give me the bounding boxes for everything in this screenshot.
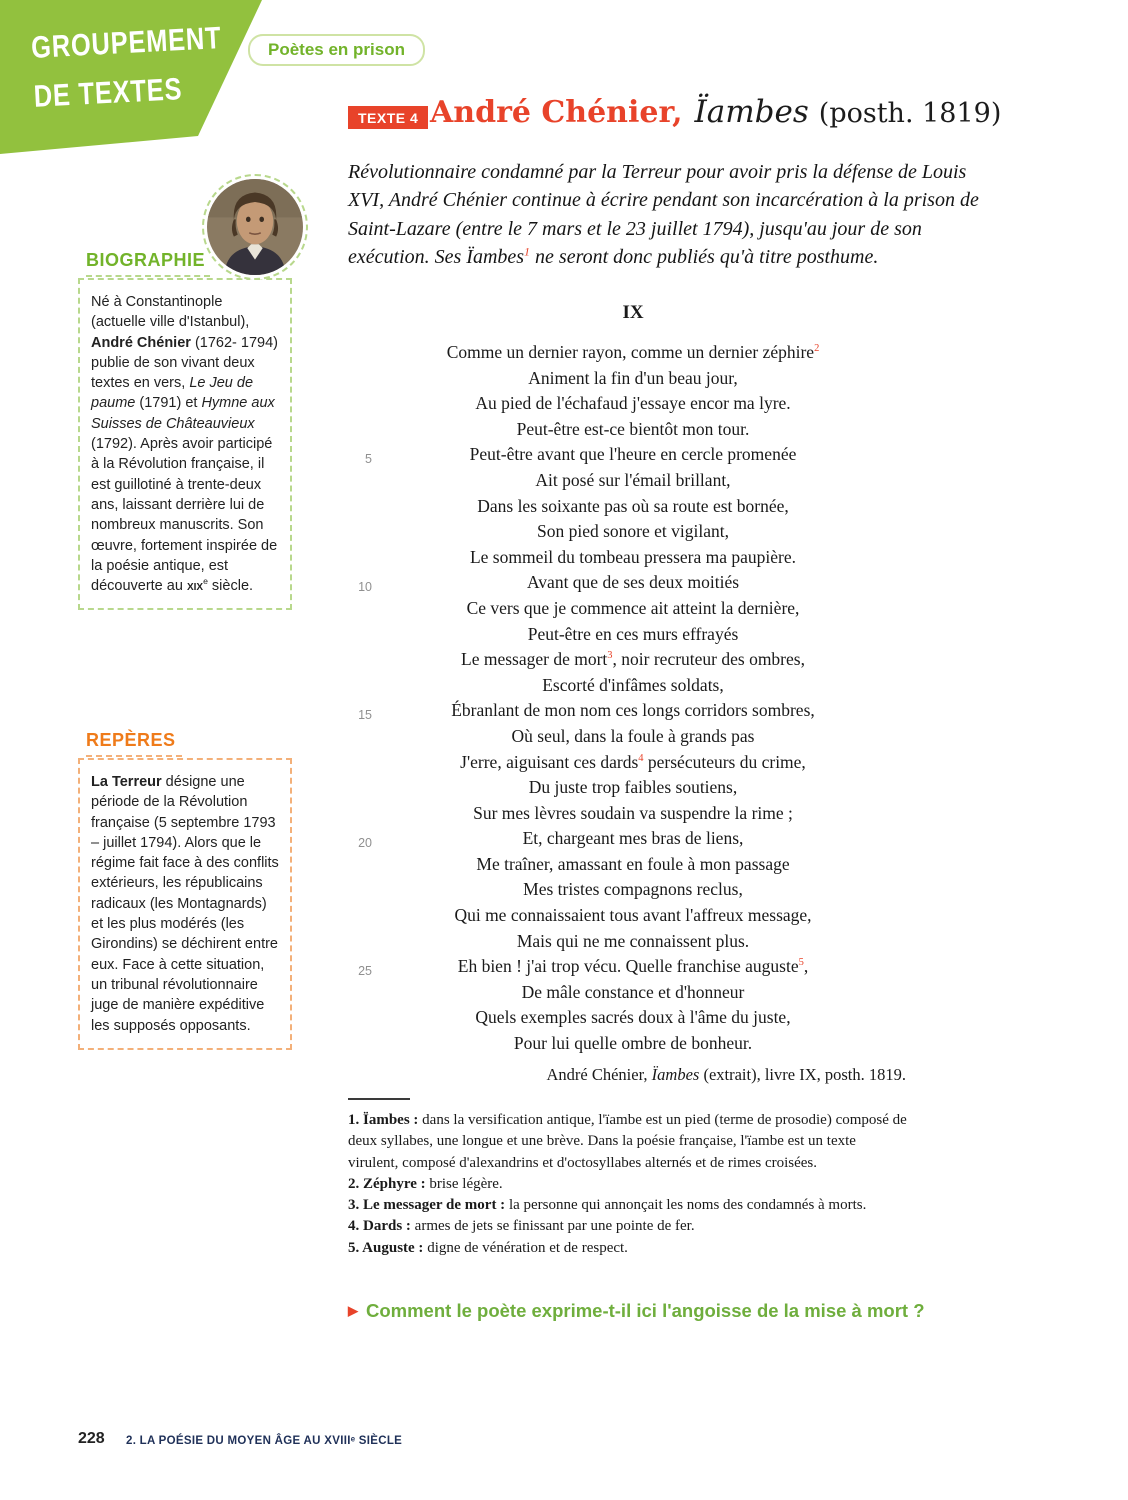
text-segment: André Chénier — [91, 334, 191, 351]
poem-line — [344, 366, 922, 392]
biographie-heading: BIOGRAPHIE — [86, 250, 210, 277]
footnote — [348, 1238, 910, 1259]
text-segment: Dans les soixante pas où sa route est bornée, — [477, 495, 789, 516]
text-segment: Le sommeil du tombeau pressera ma paupière. — [469, 546, 797, 567]
poem-line — [344, 801, 922, 827]
poem-lines — [344, 340, 922, 1057]
poem-line — [344, 954, 922, 980]
text-segment: De mâle constance et d'honneur — [521, 981, 745, 1002]
text-segment: Me traîner, amassant en foule à mon passage — [476, 853, 790, 874]
text-segment: Révolutionnaire condamné par la Terreur pour avoir pris la défense de Louis XVI, André Chénier continue à écrire pendant son incarcération à la prison de Saint-Lazare (entre le 7 mars et le 23 juillet 1794), jusqu'au jour de son exécution. Ses Ïambes — [348, 161, 979, 269]
text-segment: e — [203, 576, 208, 587]
text-segment: Quels exemples sacrés doux à l'âme du juste, — [475, 1007, 791, 1028]
text-segment: (1762- 1794) publie de son vivant deux textes en vers, — [91, 334, 278, 392]
poem-line — [344, 903, 922, 929]
text-segment: La Terreur — [91, 774, 162, 790]
poem-line — [344, 596, 922, 622]
text-segment: Comme un dernier rayon, comme un dernier zéphire — [446, 342, 815, 362]
text-segment: Hymne aux Suisses de Châteauvieux — [91, 395, 275, 432]
footnote-term: 2. Zéphyre : — [348, 1175, 426, 1192]
section-pill: Poètes en prison — [248, 34, 425, 66]
text-segment: (1791) et — [135, 395, 202, 412]
text-segment: Le messager de mort — [461, 649, 608, 670]
text-segment: Et, chargeant mes bras de liens, — [522, 828, 744, 849]
poem-line — [344, 724, 922, 750]
reperes-box — [78, 758, 292, 1050]
footnote-definition: la personne qui annonçait les noms des condamnés à morts. — [505, 1197, 867, 1214]
poem-line — [344, 826, 922, 852]
footnote-term: 4. Dards : — [348, 1218, 411, 1235]
footnotes — [348, 1098, 910, 1259]
poem-line — [344, 519, 922, 545]
text-segment: Son pied sonore et vigilant, — [537, 521, 729, 542]
poem-line — [344, 750, 922, 776]
text-segment: ne seront donc publiés qu'à titre posthume. — [530, 246, 879, 269]
page-number: 228 — [78, 1430, 105, 1447]
banner-title — [30, 14, 225, 122]
biographie-box — [78, 278, 292, 610]
title-work: Ïambes — [694, 94, 809, 130]
poem-line — [344, 622, 922, 648]
poem-line — [344, 391, 922, 417]
text-segment: xix — [186, 578, 204, 595]
footnote — [348, 1216, 910, 1237]
text-segment: Eh bien ! j'ai trop vécu. Quelle franchise auguste — [457, 956, 799, 977]
text-segment: Peut-être en ces murs effrayés — [527, 623, 739, 644]
reperes-heading: REPÈRES — [86, 730, 182, 757]
footnote-definition: armes de jets se finissant par une pointe de fer. — [410, 1218, 695, 1235]
poem-line — [344, 980, 922, 1006]
footnote — [348, 1195, 910, 1216]
text-segment: (extrait), livre IX, posth. 1819. — [699, 1064, 906, 1084]
poem-line — [344, 647, 922, 673]
study-question — [348, 1300, 968, 1322]
footnote-term: 5. Auguste : — [348, 1239, 424, 1256]
text-segment: Du juste trop faibles soutiens, — [528, 777, 738, 798]
poem-line — [344, 570, 922, 596]
poem-line — [344, 877, 922, 903]
poem-line — [344, 417, 922, 443]
text-segment: Ïambes — [651, 1064, 700, 1084]
triangle-bullet-icon: ▶ — [348, 1303, 358, 1318]
question-text: Comment le poète exprime-t-il ici l'angoisse de la mise à mort ? — [366, 1300, 925, 1321]
author-portrait — [202, 174, 308, 280]
poem-line — [344, 852, 922, 878]
poem-line — [344, 673, 922, 699]
footnote-term: 3. Le messager de mort : — [348, 1197, 506, 1214]
poem-line — [344, 468, 922, 494]
footnote — [348, 1110, 910, 1174]
poem-line — [344, 494, 922, 520]
text-segment: Ce vers que je commence ait atteint la dernière, — [466, 597, 800, 618]
texte-badge: TEXTE 4 — [348, 106, 428, 129]
poem-line — [344, 340, 922, 366]
line-number: 15 — [358, 708, 372, 723]
text-segment: Au pied de l'échafaud j'essaye encor ma lyre. — [475, 393, 791, 414]
text-segment: André Chénier, — [546, 1064, 652, 1084]
poem-section-number: IX — [622, 302, 644, 323]
text-segment: 4 — [638, 752, 644, 764]
text-segment: J'erre, aiguisant ces dards — [460, 751, 639, 772]
poem-line — [344, 442, 922, 468]
text-segment: Peut-être est-ce bientôt mon tour. — [516, 418, 750, 439]
text-segment: (1792). Après avoir participé à la Révolution française, il est guillotiné à trente-deux ans, laissant derrière lui de nombreux manuscrits. Son œuvre, fortement inspirée de la poésie antique, est découverte au — [91, 436, 278, 595]
text-segment: Animent la fin d'un beau jour, — [528, 367, 738, 388]
poem-attribution — [344, 1065, 922, 1085]
intro-paragraph — [348, 158, 986, 272]
page-title — [430, 94, 1001, 130]
footnote-term: 1. Ïambes : — [348, 1112, 419, 1128]
text-segment: désigne une période de la Révolution française (5 septembre 1793 – juillet 1794). Alors que le régime fait face à des conflits extérieurs, les républicains radicaux (les Montagnards) et les plus modérés (les Girondins) se déchirent entre eux. Face à cette situation, un tribunal révolutionnaire juge de manière expéditive les supposés opposants. — [91, 774, 279, 1034]
footnote-definition: brise légère. — [425, 1175, 503, 1192]
text-segment: 2 — [814, 343, 820, 355]
poem-line — [344, 1005, 922, 1031]
text-segment: 1 — [524, 244, 531, 259]
title-author: André Chénier, — [430, 95, 683, 130]
text-segment: Sur mes lèvres soudain va suspendre la rime ; — [473, 802, 793, 823]
line-number: 10 — [358, 580, 372, 595]
line-number: 20 — [358, 836, 372, 851]
text-segment: Qui me connaissaient tous avant l'affreux message, — [454, 905, 812, 926]
text-segment: Mais qui ne me connaissent plus. — [516, 930, 750, 951]
banner-line-2: DE TEXTES — [32, 71, 184, 114]
text-segment: Ait posé sur l'émail brillant, — [535, 469, 731, 490]
text-segment: 3 — [607, 650, 613, 662]
poem-line — [344, 545, 922, 571]
text-segment: Où seul, dans la foule à grands pas — [511, 725, 755, 746]
footnote-separator — [348, 1098, 410, 1100]
text-segment: persécuteurs du crime, — [643, 751, 806, 772]
text-segment: , noir recruteur des ombres, — [612, 649, 805, 670]
text-segment: , — [803, 956, 809, 977]
banner-line-1: GROUPEMENT — [30, 20, 223, 65]
line-number: 5 — [365, 452, 372, 467]
footnote-definition: dans la versification antique, l'ïambe est un pied (terme de prosodie) composé de deux syllabes, une longue et une brève. Dans la poésie française, l'ïambe est un texte virulent, composé d'alexandrins et d'octosyllabes alternés et de rimes croisées. — [348, 1112, 907, 1171]
groupement-banner — [0, 0, 280, 170]
text-segment: Né à Constantinople (actuelle ville d'Istanbul), — [91, 294, 250, 331]
footnotes-list — [348, 1110, 910, 1259]
footnote-definition: digne de vénération et de respect. — [423, 1239, 628, 1256]
line-number: 25 — [358, 964, 372, 979]
title-date: (posth. 1819) — [818, 98, 1002, 129]
text-segment: Escorté d'infâmes soldats, — [542, 674, 724, 695]
poem-line — [344, 775, 922, 801]
poem-line — [344, 698, 922, 724]
chapter-label: 2. LA POÉSIE DU MOYEN ÂGE AU XVIIIᵉ SIÈCLE — [126, 1435, 403, 1447]
poem — [344, 302, 922, 1085]
poem-line — [344, 1031, 922, 1057]
text-segment: Pour lui quelle ombre de bonheur. — [513, 1033, 753, 1054]
footnote — [348, 1174, 910, 1195]
text-segment: Avant que de ses deux moitiés — [526, 572, 740, 593]
portrait-image — [207, 179, 303, 275]
text-segment: siècle. — [207, 578, 254, 595]
text-segment: Le Jeu de paume — [91, 375, 254, 412]
text-segment: Peut-être avant que l'heure en cercle promenée — [469, 444, 797, 465]
poem-line — [344, 929, 922, 955]
text-segment: Mes tristes compagnons reclus, — [523, 879, 743, 900]
text-segment: 5 — [798, 957, 804, 969]
text-segment: Ébranlant de mon nom ces longs corridors sombres, — [451, 700, 815, 721]
